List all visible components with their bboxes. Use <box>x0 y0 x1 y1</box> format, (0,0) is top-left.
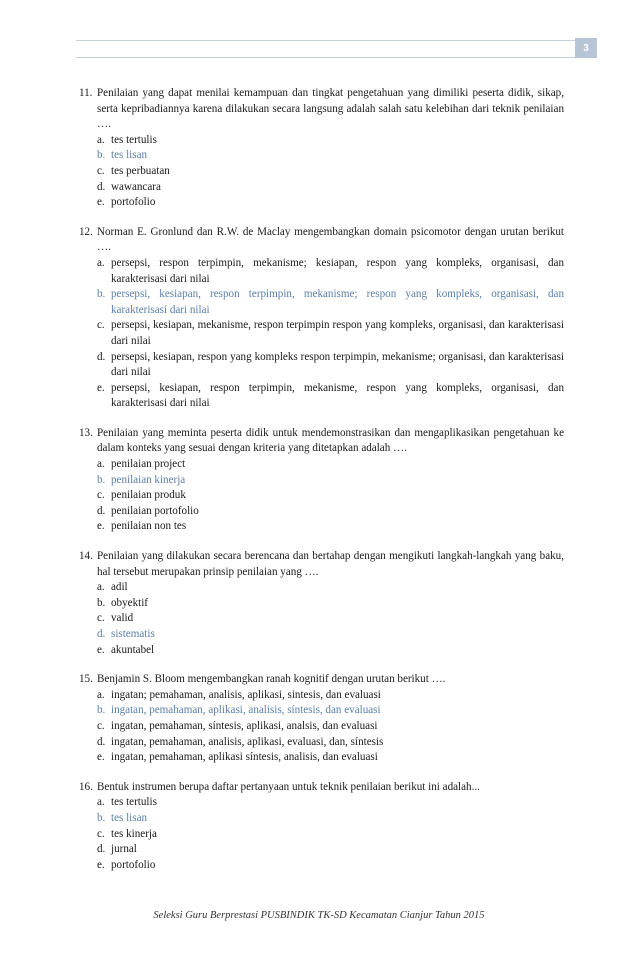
option-letter: a. <box>97 256 105 269</box>
option <box>97 827 564 843</box>
question-text: Penilaian yang meminta peserta didik untuk mendemonstrasikan dan mengaplikasikan pengetahuan ke dalam konteks yang sesuai dengan kriteria yang ditetapkan adalah …. <box>97 426 564 455</box>
option-text: tes tertulis <box>111 133 157 146</box>
option <box>97 750 564 766</box>
option-text: adil <box>111 581 128 594</box>
option-letter: c. <box>97 719 105 732</box>
option-letter: b. <box>97 704 106 717</box>
question-text: Penilaian yang dilakukan secara berencana dan bertahap dengan mengikuti langkah-langkah yang baku, hal tersebut merupakan prinsip penilaian yang …. <box>97 550 564 578</box>
option <box>97 719 564 735</box>
option-letter: c. <box>97 164 105 177</box>
option-letter: b. <box>97 811 106 824</box>
option-letter: e. <box>97 196 105 209</box>
question-15 <box>79 672 564 766</box>
option-text: ingatan, pemahaman, aplikasi, analisis, síntesis, dan evaluasi <box>111 704 381 717</box>
option <box>97 688 564 704</box>
option <box>97 611 564 627</box>
option-text: tes perbuatan <box>111 164 170 177</box>
answer-option <box>97 703 564 719</box>
option <box>97 457 564 473</box>
option <box>97 256 564 287</box>
option-letter: d. <box>97 735 106 748</box>
page-number-badge: 3 <box>575 38 597 58</box>
option-letter: c. <box>97 827 105 840</box>
option-text: portofolio <box>111 196 156 209</box>
option <box>97 318 564 349</box>
option <box>97 795 564 811</box>
option-letter: e. <box>97 858 105 871</box>
answer-option <box>97 287 564 318</box>
option-letter: b. <box>97 149 106 162</box>
option-letter: c. <box>97 319 105 332</box>
option-text: ingatan, pemahaman, analisis, aplikasi, evaluasi, dan, síntesis <box>111 735 384 748</box>
question-stem <box>79 225 564 256</box>
option <box>97 504 564 520</box>
question-text: Norman E. Gronlund dan R.W. de Maclay mengembangkan domain psicomotor dengan urutan berikut …. <box>97 225 564 254</box>
option-letter: e. <box>97 751 105 764</box>
option-text: persepsi, respon terpimpin, mekanisme; kesiapan, respon yang kompleks, organisasi, dan karakterisasi dari nilai <box>111 256 564 285</box>
question-stem <box>79 549 564 580</box>
option-letter: b. <box>97 288 106 301</box>
option-text: persepsi, kesiapan, mekanisme, respon terpimpin respon yang kompleks, organisasi, dan karakterisasi dari nilai <box>111 319 564 347</box>
option-letter: d. <box>97 504 106 517</box>
option-text: persepsi, kesiapan, respon terpimpin, mekanisme, respon yang kompleks, organisasi, dan karakterisasi dari nilai <box>111 381 564 410</box>
option <box>97 858 564 874</box>
option-text: tes lisan <box>111 811 148 824</box>
option-letter: c. <box>97 489 105 502</box>
question-text: Benjamin S. Bloom mengembangkan ranah kognitif dengan urutan berikut …. <box>97 673 446 686</box>
option <box>97 350 564 381</box>
question-stem <box>79 672 564 688</box>
header-rule <box>76 40 597 58</box>
option <box>97 133 564 149</box>
option-letter: a. <box>97 581 105 594</box>
question-stem <box>79 86 564 133</box>
option-letter: d. <box>97 350 106 363</box>
option-text: ingatan; pemahaman, analisis, aplikasi, sintesis, dan evaluasi <box>111 688 381 701</box>
option <box>97 596 564 612</box>
option-letter: b. <box>97 596 106 609</box>
option-text: obyektif <box>111 596 148 609</box>
option <box>97 842 564 858</box>
option <box>97 519 564 535</box>
option-text: tes lisan <box>111 149 148 162</box>
question-text: Penilaian yang dapat menilai kemampuan dan tingkat pengetahuan yang dimiliki peserta didik, sikap, serta kepribadiannya karena dilakukan secara langsung adalah salah satu kelebihan dari teknik penilaian …. <box>97 87 564 131</box>
page-footer: Seleksi Guru Berprestasi PUSBINDIK TK-SD Kecamatan Cianjur Tahun 2015 <box>153 910 485 921</box>
option-text: tes tertulis <box>111 796 157 809</box>
option-text: ingatan, pemahaman, aplikasi síntesis, analisis, dan evaluasi <box>111 751 378 764</box>
option-text: penilaian produk <box>111 489 186 502</box>
option-text: ingatan, pemahaman, síntesis, aplikasi, analsis, dan evaluasi <box>111 719 378 732</box>
option-text: persepsi, kesiapan, respon yang kompleks respon terpimpin, mekanisme; organisasi, dan karakterisasi dari nilai <box>111 350 564 379</box>
answer-option <box>97 627 564 643</box>
option-text: valid <box>111 612 134 625</box>
question-number: 13. <box>79 426 93 439</box>
question-number: 16. <box>79 780 93 793</box>
option <box>97 164 564 180</box>
question-stem <box>79 780 564 796</box>
question-11 <box>79 86 564 211</box>
option <box>97 195 564 211</box>
option-letter: d. <box>97 843 106 856</box>
option-text: tes kinerja <box>111 827 157 840</box>
option-text: sistematis <box>111 628 155 640</box>
option-letter: d. <box>97 628 106 640</box>
option <box>97 735 564 751</box>
option-text: portofolio <box>111 858 156 871</box>
option <box>97 381 564 412</box>
option-text: jurnal <box>111 843 137 856</box>
question-12 <box>79 225 564 412</box>
question-number: 12. <box>79 225 93 238</box>
option <box>97 180 564 196</box>
option-letter: a. <box>97 688 105 701</box>
question-13 <box>79 426 564 535</box>
option <box>97 580 564 596</box>
question-number: 15. <box>79 673 93 686</box>
option-letter: a. <box>97 458 105 471</box>
question-text: Bentuk instrumen berupa daftar pertanyaan untuk teknik penilaian berikut ini adalah... <box>97 780 480 793</box>
question-16 <box>79 780 564 874</box>
option-text: penilaian kinerja <box>111 473 186 486</box>
option-letter: a. <box>97 796 105 809</box>
option-letter: e. <box>97 520 105 533</box>
answer-option <box>97 473 564 489</box>
option-letter: a. <box>97 133 105 146</box>
option-letter: e. <box>97 381 105 394</box>
option <box>97 488 564 504</box>
question-number: 14. <box>79 550 93 563</box>
answer-option <box>97 148 564 164</box>
option-text: penilaian project <box>111 458 186 471</box>
option-letter: d. <box>97 180 106 193</box>
question-stem <box>79 426 564 457</box>
option-letter: c. <box>97 612 105 625</box>
option-letter: b. <box>97 473 106 486</box>
option-text: persepsi, kesiapan, respon terpimpin, mekanisme; respon yang kompleks, organisasi, dan karakterisasi dari nilai <box>111 288 564 316</box>
option-text: penilaian non tes <box>111 520 187 533</box>
question-number: 11. <box>79 87 93 99</box>
option-text: wawancara <box>111 180 161 193</box>
option-text: akuntabel <box>111 643 155 656</box>
question-list <box>79 86 564 887</box>
option <box>97 643 564 659</box>
option-letter: e. <box>97 643 105 656</box>
question-14 <box>79 549 564 658</box>
option-text: penilaian portofolio <box>111 504 199 517</box>
answer-option <box>97 811 564 827</box>
